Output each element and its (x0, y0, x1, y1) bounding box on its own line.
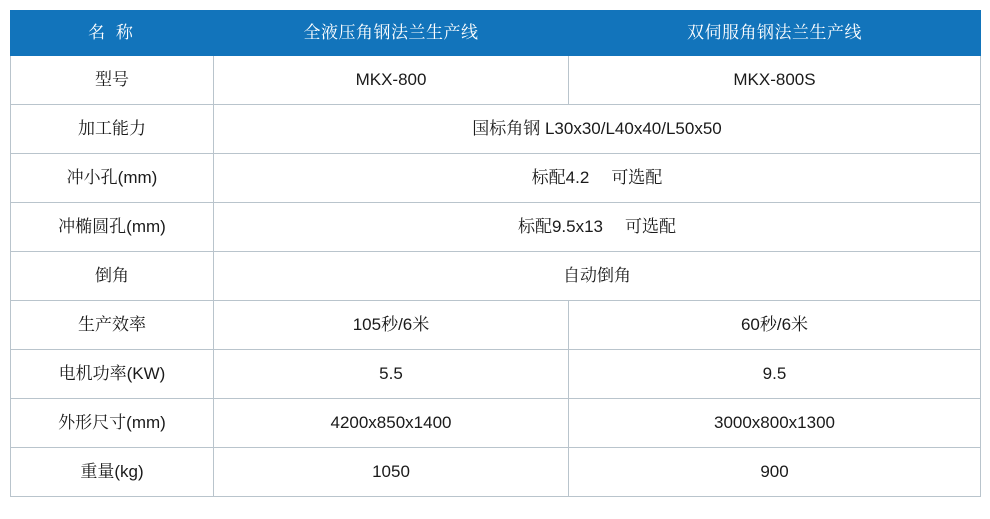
row-label-oval-hole: 冲椭圆孔(mm) (11, 203, 214, 252)
cell-motor-power-col2: 9.5 (569, 350, 981, 399)
row-label-efficiency: 生产效率 (11, 301, 214, 350)
row-label-motor-power: 电机功率(KW) (11, 350, 214, 399)
column-header-product-1: 全液压角钢法兰生产线 (214, 11, 569, 56)
table-row (11, 399, 981, 448)
small-hole-optional: 可选配 (611, 167, 663, 187)
row-label-model: 型号 (11, 56, 214, 105)
cell-capacity-merged: 国标角钢 L30x30/L40x40/L50x50 (214, 105, 981, 154)
column-header-name: 名 称 (11, 11, 214, 56)
cell-efficiency-col2: 60秒/6米 (569, 301, 981, 350)
oval-hole-optional: 可选配 (625, 216, 677, 236)
table-row (11, 252, 981, 301)
table-row (11, 448, 981, 497)
row-label-capacity: 加工能力 (11, 105, 214, 154)
row-label-weight: 重量(kg) (11, 448, 214, 497)
specification-table (10, 10, 981, 497)
table-row (11, 154, 981, 203)
table-body (11, 56, 981, 497)
table-row (11, 301, 981, 350)
table-header (11, 11, 981, 56)
cell-dimensions-col2: 3000x800x1300 (569, 399, 981, 448)
cell-oval-hole-merged (214, 203, 981, 252)
cell-weight-col1: 1050 (214, 448, 569, 497)
small-hole-standard: 标配4.2 (531, 167, 590, 187)
cell-weight-col2: 900 (569, 448, 981, 497)
cell-chamfer-merged: 自动倒角 (214, 252, 981, 301)
cell-model-col2: MKX-800S (569, 56, 981, 105)
oval-hole-standard: 标配9.5x13 (517, 216, 604, 236)
table-row (11, 105, 981, 154)
column-header-product-2: 双伺服角钢法兰生产线 (569, 11, 981, 56)
table-header-row (11, 11, 981, 56)
table-row (11, 56, 981, 105)
cell-efficiency-col1: 105秒/6米 (214, 301, 569, 350)
row-label-chamfer: 倒角 (11, 252, 214, 301)
row-label-dimensions: 外形尺寸(mm) (11, 399, 214, 448)
table-row (11, 350, 981, 399)
row-label-small-hole: 冲小孔(mm) (11, 154, 214, 203)
cell-model-col1: MKX-800 (214, 56, 569, 105)
table-row (11, 203, 981, 252)
cell-small-hole-merged (214, 154, 981, 203)
cell-dimensions-col1: 4200x850x1400 (214, 399, 569, 448)
cell-motor-power-col1: 5.5 (214, 350, 569, 399)
